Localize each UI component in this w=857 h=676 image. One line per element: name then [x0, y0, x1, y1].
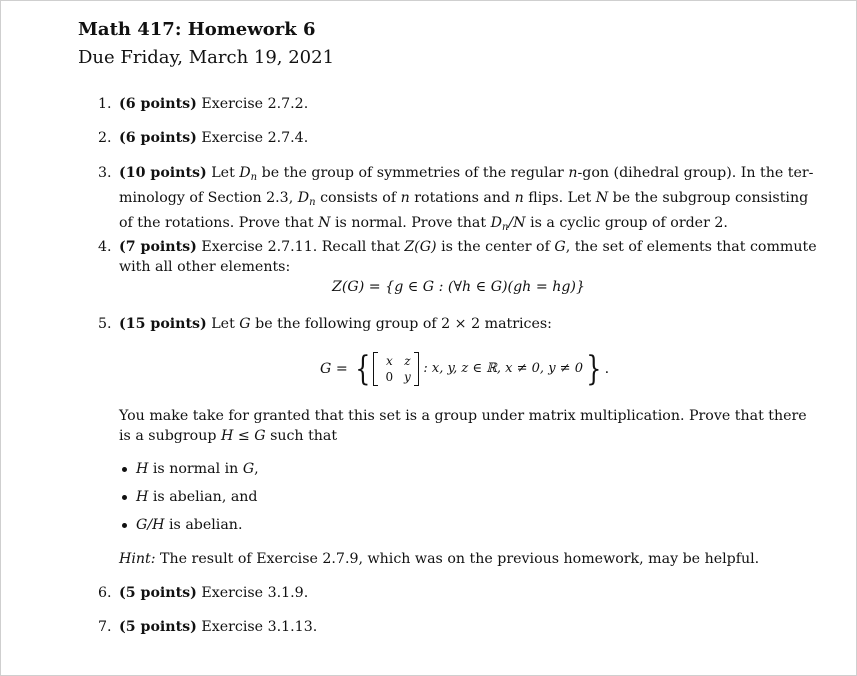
equation-rhs: : x, y, z ∈ ℝ, x ≠ 0, y ≠ 0	[423, 361, 583, 376]
problem-number: 5.	[98, 316, 112, 332]
matrix-entry: x	[385, 354, 393, 368]
center-equation: Z(G) = {g ∈ G : (∀h ∈ G)(gh = hg)}	[332, 279, 585, 295]
matrix	[378, 353, 414, 385]
left-brace: {	[354, 349, 371, 389]
problem-text: (6 points) Exercise 2.7.2.	[119, 96, 309, 112]
due-date: Due Friday, March 19, 2021	[78, 47, 335, 68]
homework-document: Math 417: Homework 6 Due Friday, March 19, 2021 1. (6 points) Exercise 2.7.2. 2. (6 points) Exercise 2.7.4. 3. (10 points) Let $D_n$ be the group of symmetries of the regular n-gon (dihedral group). In the ter- minology of Section 2.3, $D_n$ consists of n rotations and n flips. Let N be the subgroup consisting of the rotations. Prove that N is normal. Prove that $D_n/N$ is a cyclic group of order 2. 4. (7 points) Exercise 2.7.11. Recall that Z(G) is the center of G, the set of elements that commute with all other elements: Z(G) = {g ∈ G : (∀h ∈ G)(gh = hg)} 5. (15 points) Let G be the following group of 2 × 2 matrices: G = { x z 0 y : x, y, z ∈ ℝ, x ≠ 0, y ≠ 0 } . You make take for granted that this set is a group under matrix multiplication. Prove that there is a subgroup H ≤ G such that H is normal in G, H is abelian, and G/H is abelian. Hint: The result of Exercise 2.7.9, which was on the previous homework, may be helpful. 6. (5 points) Exercise 3.1.9. 7. (5 points) Exercise 3.1.13.	[78, 19, 817, 635]
problem-text: (15 points) Let G be the following group of 2 × 2 matrices:	[119, 316, 552, 332]
equation-lhs: G =	[320, 361, 348, 377]
bullet-dot	[122, 467, 127, 472]
hint-label: Hint:	[119, 551, 156, 567]
matrix-bracket-right	[414, 352, 419, 386]
problem-text: (7 points) Exercise 2.7.11. Recall that Z(G) is the center of G, the set of elements that commute with all other elements:	[119, 239, 817, 275]
problem-number: 2.	[98, 130, 112, 146]
problem-number: 7.	[98, 619, 112, 635]
bullet-dot	[122, 495, 127, 500]
problem-number: 3.	[98, 165, 112, 181]
period: .	[604, 361, 610, 377]
problem-number: 6.	[98, 585, 112, 601]
bullet-dot	[122, 523, 127, 528]
problem-number: 1.	[98, 96, 112, 112]
right-brace: }	[586, 349, 602, 389]
paragraph-line: You make take for granted that this set is a group under matrix multiplication. Prove that there	[119, 408, 807, 424]
paragraph-line: is a subgroup H ≤ G such that	[119, 428, 338, 444]
problem-text: (5 points) Exercise 3.1.9.	[119, 585, 309, 601]
problem-text: (6 points) Exercise 2.7.4.	[119, 130, 309, 146]
problem-text: (5 points) Exercise 3.1.13.	[119, 619, 318, 635]
problem-text: (10 points) Let $D_n$ be the group of symmetries of the regular n-gon (dihedral group). In the ter- minology of Section 2.3, $D_n$ consists of n rotations and n flips. Let N be the subgroup consisting of the rotations. Prove that N is normal. Prove that $D_n/N$ is a cyclic group of order 2.	[119, 165, 814, 233]
matrix-entry: y	[403, 370, 411, 384]
page-title: Math 417: Homework 6	[78, 19, 316, 40]
matrix-group-equation	[320, 349, 610, 389]
hint-text: The result of Exercise 2.7.9, which was on the previous homework, may be helpful.	[155, 551, 760, 567]
problem-number: 4.	[98, 239, 112, 255]
matrix-entry: 0	[385, 370, 394, 384]
matrix-entry: z	[404, 354, 411, 368]
